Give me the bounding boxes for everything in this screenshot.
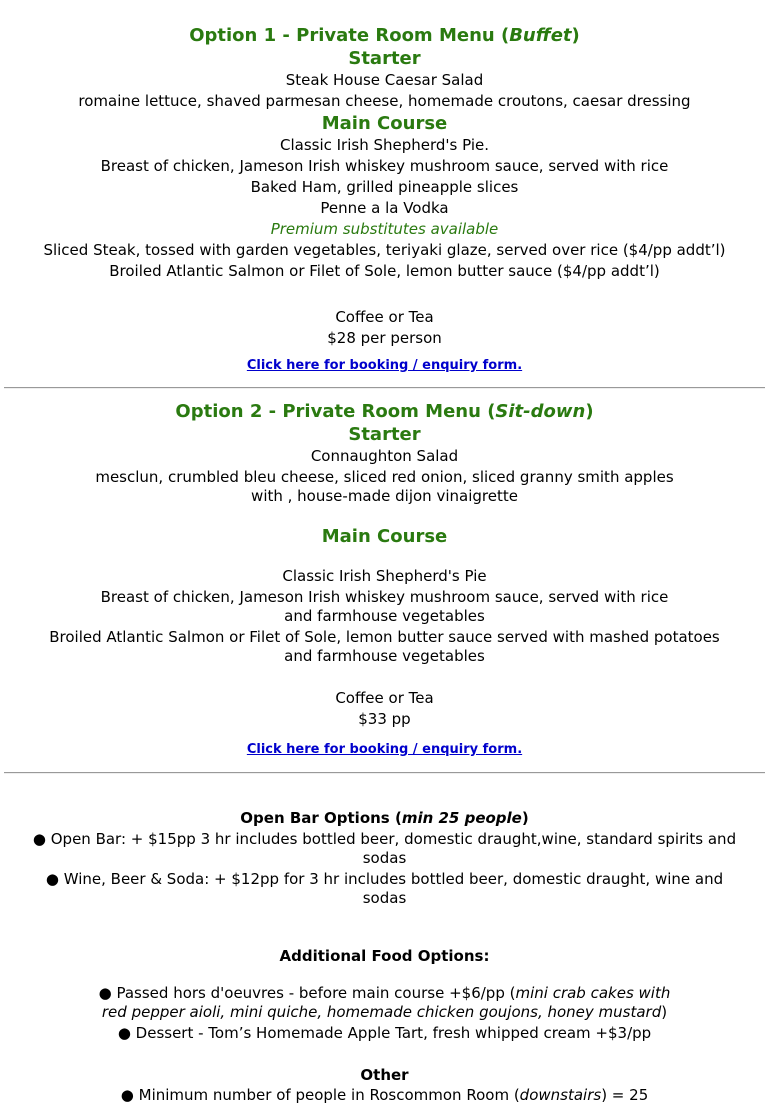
option2-main-item: and farmhouse vegetables (284, 647, 485, 665)
option1-main-item: Penne a la Vodka (320, 199, 449, 217)
option1-title: Option 1 - Private Room Menu (Buffet) (189, 25, 580, 46)
option1-premium-item: Sliced Steak, tossed with garden vegetables, teriyaki glaze, served over rice ($4/pp addt’l) (43, 241, 726, 259)
option2-starter-desc: mesclun, crumbled bleu cheese, sliced red onion, sliced granny smith apples (95, 468, 674, 486)
option2-title: Option 2 - Private Room Menu (Sit-down) (175, 401, 594, 422)
section-divider (4, 387, 765, 389)
option2-main-item: and farmhouse vegetables (284, 607, 485, 625)
bar-item: ● Wine, Beer & Soda: + $12pp for 3 hr includes bottled beer, domestic draught, wine and (45, 870, 724, 888)
food-heading: Additional Food Options: (279, 947, 490, 965)
option2-main-item: Broiled Atlantic Salmon or Filet of Sole, lemon butter sauce served with mashed potatoes (49, 628, 720, 646)
bar-item: sodas (362, 889, 407, 907)
option2-price: $33 pp (358, 710, 411, 728)
option1-starter-name: Steak House Caesar Salad (285, 71, 484, 89)
option1-starter-heading: Starter (348, 48, 421, 69)
option1-main-item: Breast of chicken, Jameson Irish whiskey mushroom sauce, served with rice (100, 157, 669, 175)
option1-premium-note: Premium substitutes available (270, 220, 499, 238)
option2-main-item: Breast of chicken, Jameson Irish whiskey mushroom sauce, served with rice (100, 588, 669, 606)
option1-starter-desc: romaine lettuce, shaved parmesan cheese, homemade croutons, caesar dressing (78, 92, 691, 110)
section-divider (4, 772, 765, 774)
option2-starter-name: Connaughton Salad (310, 447, 459, 465)
bar-item: sodas (362, 849, 407, 867)
option1-premium-item: Broiled Atlantic Salmon or Filet of Sole, lemon butter sauce ($4/pp addt’l) (109, 262, 660, 280)
option2-starter-desc: with , house-made dijon vinaigrette (251, 487, 518, 505)
option2-starter-heading: Starter (348, 424, 421, 445)
option1-main-heading: Main Course (321, 113, 448, 134)
option1-main-item: Baked Ham, grilled pineapple slices (250, 178, 519, 196)
food-item: ● Dessert - Tom’s Homemade Apple Tart, fresh whipped cream +$3/pp (117, 1024, 652, 1042)
other-heading: Other (360, 1066, 409, 1084)
option1-booking-link[interactable]: Click here for booking / enquiry form. (246, 358, 523, 373)
option2-booking-link[interactable]: Click here for booking / enquiry form. (246, 742, 523, 757)
food-item: red pepper aioli, mini quiche, homemade chicken goujons, honey mustard) (101, 1003, 668, 1021)
option1-main-item: Classic Irish Shepherd's Pie. (279, 136, 490, 154)
option1-drinks: Coffee or Tea (335, 308, 434, 326)
food-item: ● Passed hors d'oeuvres - before main course +$6/pp (mini crab cakes with (98, 984, 671, 1002)
option1-price: $28 per person (327, 329, 442, 347)
bar-item: ● Open Bar: + $15pp 3 hr includes bottled beer, domestic draught,wine, standard spirits and (32, 830, 737, 848)
option2-drinks: Coffee or Tea (335, 689, 434, 707)
other-item: ● Minimum number of people in Roscommon Room (downstairs) = 25 (120, 1086, 649, 1104)
option2-main-heading: Main Course (321, 526, 448, 547)
bar-heading: Open Bar Options (min 25 people) (240, 809, 529, 827)
option2-main-item: Classic Irish Shepherd's Pie (282, 567, 487, 585)
